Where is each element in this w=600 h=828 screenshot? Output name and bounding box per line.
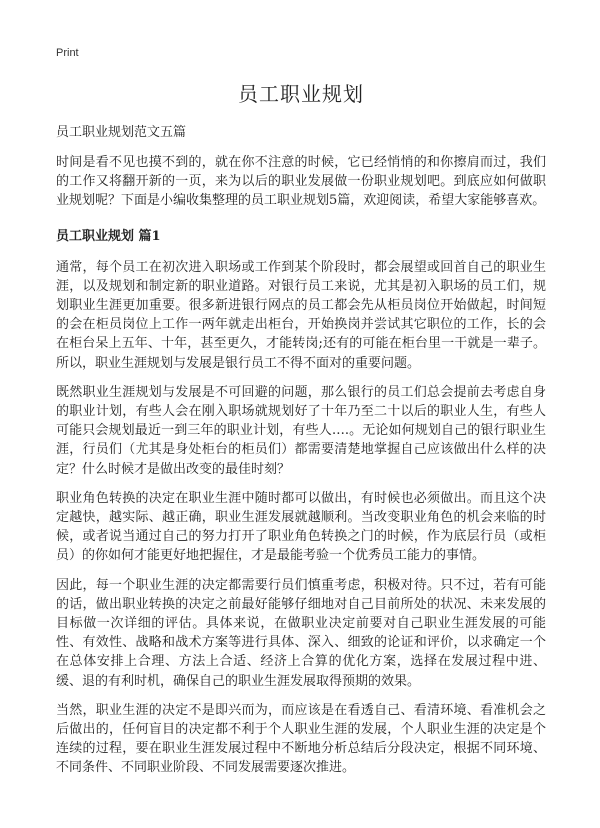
page-title: 员工职业规划: [238, 82, 364, 106]
section-paragraph: 当然，职业生涯的决定不是即兴而为，而应该是在看透自己、看清环境、看准机会之后做出的，任何盲目的决定都不利于个人职业生涯的发展，个人职业生涯的决定是个连续的过程，要在职业生涯发展过程中不断地分析总结后分段决定，根据不同环境、不同条件、不同职业阶段、不同发展需要逐次推进。: [56, 702, 546, 776]
section-heading: 员工职业规划 篇1: [56, 228, 161, 244]
print-link[interactable]: Print: [56, 47, 79, 59]
section-paragraph: 既然职业生涯规划与发展是不可回避的问题，那么银行的员工们总会提前去考虑自身的职业计划，有些人会在刚入职场就规划好了十年乃至二十以后的职业人生，有些人可能只会规划最近一到三年的职业计划，有些人….。无论如何规划自己的银行职业生涯，行员们（尤其是身处柜台的柜员们）都需要清楚地掌握自己应该做出什么样的决定？什么时候才是做出改变的最佳时刻？: [56, 384, 546, 477]
intro-paragraph: 时间是看不见也摸不到的，就在你不注意的时候，它已经悄悄的和你擦肩而过，我们的工作又将翻开新的一页，来为以后的职业发展做一份职业规划吧。到底应如何做职业规划呢？下面是小编收集整理的员工职业规划5篇，欢迎阅读，希望大家能够喜欢。: [56, 155, 546, 209]
section-paragraph: 通常，每个员工在初次进入职场或工作到某个阶段时，都会展望或回首自己的职业生涯，以及规划和制定新的职业道路。对银行员工来说，尤其是初入职场的员工们，规划职业生涯更加重要。很多新进银行网点的员工都会先从柜员岗位开始做起，时间短的会在柜员岗位上工作一两年就走出柜台，开始换岗并尝试其它职位的工作，长的会在柜台呆上五年、十年，甚至更久，才能转岗;还有的可能在柜台里一干就是一辈子。所以，职业生涯规划与发展是银行员工不得不面对的重要问题。: [56, 259, 546, 371]
section-paragraph: 因此，每一个职业生涯的决定都需要行员们慎重考虑，积极对待。只不过，若有可能的话，做出职业转换的决定之前最好能够仔细地对自己目前所处的状况、未来发展的目标做一次详细的评估。具体来说，在做职业决定前要对自己职业生涯发展的可能性、有效性、战略和战术方案等进行具体、深入、细致的论证和评价，以求确定一个在总体安排上合理、方法上合适、经济上合算的优化方案，选择在发展过程中进、缓、退的有利时机，确保自己的职业生涯发展取得预期的效果。: [56, 577, 546, 689]
section-paragraph: 职业角色转换的决定在职业生涯中随时都可以做出，有时候也必须做出。而且这个决定越快，越实际、越正确，职业生涯发展就越顺利。当改变职业角色的机会来临的时候，或者说当通过自己的努力打开了职业角色转换之门的时候，作为底层行员（或柜员）的你如何才能更好地把握住，才是最能考验一个优秀员工能力的事情。: [56, 490, 546, 564]
document-body: [56, 78, 546, 788]
document-subtitle: 员工职业规划范文五篇: [56, 125, 187, 140]
